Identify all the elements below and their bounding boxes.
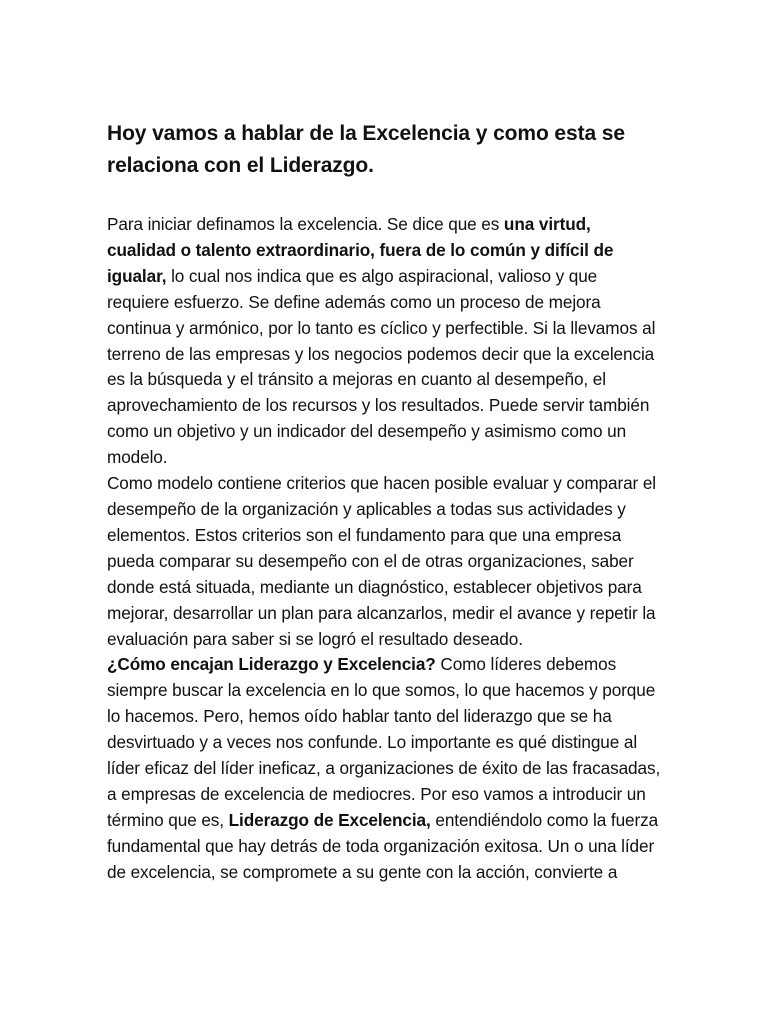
p3-bold-term: Liderazgo de Excelencia, bbox=[228, 809, 431, 830]
document-page bbox=[107, 118, 662, 886]
paragraph-model: Como modelo contiene criterios que hacen posible evaluar y comparar el desempeño de la organización y aplicables a todas sus actividades y elementos. Estos criterios son el fundamento para que una empresa pueda comparar su desempeño con el de otras organizaciones, saber donde está situada, mediante un diagnóstico, establecer objetivos para mejorar, desarrollar un plan para alcanzarlos, medir el avance y repetir la evaluación para saber si se logró el resultado deseado. bbox=[107, 473, 657, 649]
document-title: Hoy vamos a hablar de la Excelencia y como esta se relaciona con el Liderazgo. bbox=[107, 122, 625, 177]
paragraph-definition bbox=[107, 212, 662, 471]
p3-text-2: entendiéndolo como la fuerza fundamental que hay detrás de toda organización exitosa. Un o una líder de excelencia, se compromete a su gente con la acción, convierte a bbox=[107, 809, 659, 882]
p3-bold-question: ¿Cómo encajan Liderazgo y Excelencia? bbox=[107, 654, 436, 675]
p1-text-2: lo cual nos indica que es algo aspiracional, valioso y que requiere esfuerzo. Se define además como un proceso de mejora continua y armónico, por lo tanto es cíclico y perfectible. Si la llevamos al terreno de las empresas y los negocios podemos decir que la excelencia es la búsqueda y el tránsito a mejoras en cuanto al desempeño, el aprovechamiento de los recursos y los resultados. Puede servir también como un objetivo y un indicador del desempeño y asimismo como un modelo. bbox=[107, 265, 656, 468]
p1-text-1: Para iniciar definamos la excelencia. Se dice que es bbox=[107, 214, 504, 234]
p3-text-1: Como líderes debemos siempre buscar la excelencia en lo que somos, lo que hacemos y porque lo hacemos. Pero, hemos oído hablar tanto del liderazgo que se ha desvirtuado y a veces nos confunde. Lo importante es qué distingue al líder eficaz del líder ineficaz, a organizaciones de éxito de las fracasadas, a empresas de excelencia de mediocres. Por eso vamos a introducir un término que es, bbox=[107, 654, 661, 830]
paragraph-leadership bbox=[107, 652, 662, 885]
p1-bold-definition: una virtud, cualidad o talento extraordinario, fuera de lo común y difícil de igualar, bbox=[107, 214, 614, 286]
